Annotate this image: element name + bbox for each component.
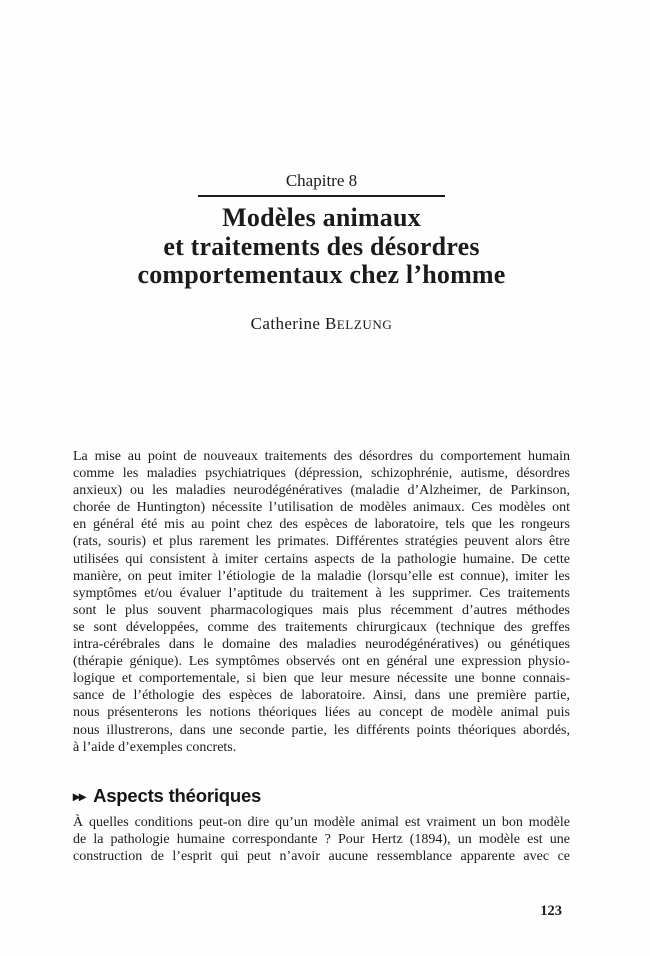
text-line: logique et comportementale, si bien que leur mesure nécessite une bonne connais-: [73, 671, 570, 687]
text-line: La mise au point de nouveaux traitements des désordres du comportement humain: [73, 449, 570, 464]
chapter-header: [73, 171, 570, 334]
text-line: comportementaux chez l’homme: [137, 260, 506, 289]
text-line: nous présenterons les notions théoriques liées au concept de modèle animal puis: [73, 705, 570, 721]
text-line: en général été mis au point chez des espèces de laboratoire, tels que les rongeurs: [73, 517, 570, 533]
text-line: et traitements des désordres: [163, 231, 480, 261]
text-line: construction de l’esprit qui peut n’avoir aucune ressemblance apparente avec ce: [73, 849, 570, 865]
paragraph-intro: [73, 448, 570, 756]
text-line: À quelles conditions peut-on dire qu’un modèle animal est vraiment un bon modèle: [73, 815, 570, 830]
section-heading-label: Aspects théoriques: [93, 785, 262, 806]
text-line: (thérapie génique). Les symptômes observés ont en général une expression physio-: [73, 654, 570, 670]
text-line: symptômes et/ou évaluer l’aptitude du traitement à les supprimer. Ces traitements: [73, 585, 570, 601]
text-line: de la pathologie humaine correspondante ? Pour Hertz (1894), un modèle est une: [73, 832, 570, 848]
author-name: [73, 314, 570, 334]
text-line: utilisées qui consistent à imiter certains aspects de la pathologie humaine. De cette: [73, 551, 570, 567]
text-line: anxieux) ou les maladies neurodégénératives (maladie d’Alzheimer, de Parkinson,: [73, 483, 570, 499]
text-line: sance de l’éthologie des espèces de laboratoire. Ainsi, dans une première partie,: [73, 688, 570, 704]
text-line: chorée de Huntington) nécessite l’utilisation de modèles animaux. Ces modèles ont: [73, 500, 570, 516]
text-line: manière, on peut imiter l’étiologie de la maladie (lorsqu’elle est connue), imiter les: [73, 568, 570, 584]
chapter-title: [73, 204, 570, 290]
text-line: nous illustrerons, dans une seconde partie, les différents points théoriques abordés,: [73, 722, 570, 738]
text-line: comme les maladies psychiatriques (dépression, schizophrénie, autisme, désordres: [73, 466, 570, 482]
text-line: (rats, souris) et plus rarement les primates. Différentes stratégies peuvent alors être: [73, 534, 570, 550]
paragraph-aspects-theoriques: [73, 814, 570, 865]
author-surname-initial: B: [325, 313, 337, 333]
text-line: à l’aide d’exemples concrets.: [73, 739, 237, 755]
author-surname-small-caps: ELZUNG: [336, 316, 393, 332]
page-number: 123: [540, 903, 562, 919]
text-line: Modèles animaux: [222, 203, 421, 232]
author-first-name: Catherine: [250, 313, 321, 333]
text-line: se sont développées, comme des traitements chirurgicaux (technique des greffes: [73, 619, 570, 635]
text-line: intra-cérébrales dans le domaine des maladies neurodégénératives) ou génétiques: [73, 637, 570, 653]
section-heading: [73, 785, 261, 807]
chapter-label: Chapitre 8: [285, 171, 358, 190]
chapter-rule: [198, 195, 445, 197]
text-line: sont le plus souvent pharmacologiques mais plus récemment d’autres méthodes: [73, 602, 570, 618]
double-right-arrows-icon: ▸▸: [73, 788, 86, 804]
